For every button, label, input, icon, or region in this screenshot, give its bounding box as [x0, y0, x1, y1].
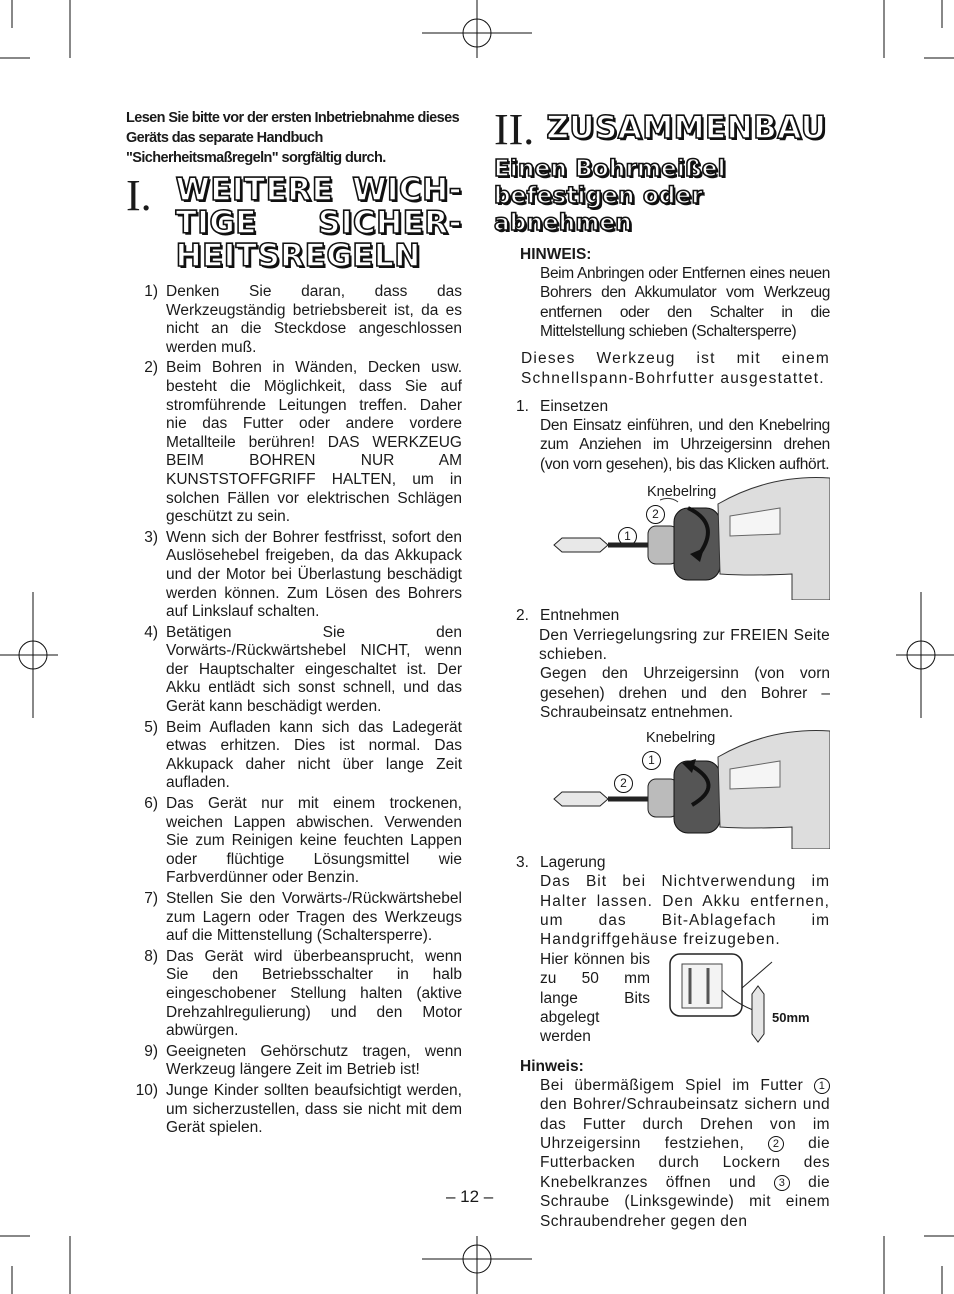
step-1	[516, 397, 830, 416]
step-1-title: Einsetzen	[540, 397, 609, 415]
safety-rule-number: 8)	[144, 947, 158, 965]
safety-rule-text: Das Gerät wird überbeansprucht, wenn Sie den Betriebsschalter in halb eingeschobener Stellung halten (aktive Drehzahlregulierung) und den Motor abwürgen.	[166, 947, 462, 1040]
safety-rule-item	[126, 1082, 462, 1138]
storage-size-label: 50mm	[772, 1009, 810, 1025]
step-3-number: 3.	[516, 853, 529, 871]
right-column	[494, 105, 830, 1231]
safety-rule-number: 7)	[144, 890, 158, 907]
safety-rule-number: 9)	[144, 1042, 158, 1060]
note-2-part-b: den Bohrer/Schraubeinsatz sichern und das Futter durch Drehen von im Uhrzeigersinn festziehen,	[540, 1096, 830, 1152]
safety-rule-text: Betätigen Sie den Vorwärts-/Rückwärtshebel NICHT, wenn der Hauptschalter eingeschaltet ist. Der Akku entlädt sich sonst schnell, und das Gerät kann beschädigt werden.	[166, 623, 462, 716]
safety-rule-item	[126, 1043, 462, 1080]
section-2-subtitle: Einen Bohrmeißel befestigen oder abnehmen	[494, 156, 726, 236]
safety-rule-text: Denken Sie daran, dass das Werkzeugständig betriebsbereit ist, da es nicht an die Steckdose angeschlossen werden muß.	[166, 283, 462, 356]
safety-rule-text: Wenn sich der Bohrer festfrisst, sofort den Auslösehebel freigeben, da das Akkupack und der Motor bei Überlastung beschädigt werden können. Zum Lösen des Bohrers auf Linkslauf schalten.	[166, 528, 462, 621]
figure-1-circle-1: 1	[618, 527, 637, 546]
safety-rule-text: Beim Aufladen kann sich das Ladegerät etwas erhitzen. Dies ist normal. Das Akkupack daher nicht über lange Zeit aufladen.	[166, 718, 462, 792]
safety-rule-text: Beim Bohren in Wänden, Decken usw. besteht die Möglichkeit, dass Sie auf stromführende Leitungen treffen. Daher nie das Futter oder andere vordere Metallteile berühren! DAS WERKZEUG BEIM BOHREN NUR AM KUNSTSTOFFGRIFF HALTEN, um in solchen Fällen vor elektrischen Schlägen geschützt zu sein.	[166, 359, 462, 526]
section-2-heading	[494, 105, 830, 154]
safety-rule-number: 10)	[135, 1081, 158, 1099]
safety-rule-number: 2)	[144, 359, 158, 377]
step-3-text-2: Hier können bis zu 50 mm lange Bits abgelegt werden	[540, 950, 650, 1046]
note-text: Beim Anbringen oder Entfernen eines neuen Bohrers den Akkumulator vom Werkzeug entfernen oder den Schalter in die Mittelstellung schieben (Schaltersperre)	[540, 265, 830, 341]
safety-rule-text: Stellen Sie den Vorwärts-/Rückwärtshebel zum Lagern oder Tragen des Werkzeugs auf die Mittenstellung (Schaltersperre).	[166, 890, 462, 945]
safety-rule-number: 5)	[144, 718, 158, 736]
safety-rule-item	[126, 624, 462, 717]
note-2-part-c: die Futterbacken durch Lockern des Knebelkranzes öffnen und	[540, 1134, 830, 1191]
left-column	[126, 108, 462, 1140]
safety-rule-text: Das Gerät nur mit einem trockenen, weichen Lappen abwischen. Verwenden Sie zum Reinigen keine feuchten Lappen oder flüchtige Lösungsmittel wie Farbverdünner oder Benzin.	[166, 795, 462, 887]
safety-rule-number: 6)	[144, 795, 158, 813]
safety-rules-list	[126, 283, 462, 1138]
step-1-number: 1.	[516, 397, 529, 415]
drill-insert-illustration	[540, 474, 830, 600]
drill-remove-illustration	[540, 723, 830, 849]
note-2-text	[540, 1076, 830, 1231]
step-2-number: 2.	[516, 607, 529, 625]
step-2-text: Den Verriegelungsring zur FREIEN Seite schieben.	[539, 626, 830, 664]
page-number: – 12 –	[446, 1187, 494, 1206]
note-label: HINWEIS:	[520, 246, 592, 263]
step-3-title: Lagerung	[540, 853, 606, 871]
figure-remove-bit	[540, 723, 830, 849]
safety-rule-item	[126, 795, 462, 888]
bit-storage-illustration	[662, 950, 830, 1046]
step-1-text: Den Einsatz einführen, und den Knebelring zum Anziehen im Uhrzeigersinn drehen (von vorn gesehen), bis das Klicken aufhört.	[540, 417, 830, 473]
figure-2-circle-2: 2	[614, 774, 633, 793]
safety-rule-item	[126, 529, 462, 622]
figure-2-circle-1: 1	[642, 751, 661, 770]
note-2-part-a: Bei übermäßigem Spiel im Futter	[540, 1076, 804, 1094]
note-2-label: Hinweis:	[520, 1057, 584, 1075]
figure-1-label: Knebelring	[647, 484, 717, 501]
step-3	[516, 853, 830, 872]
safety-rule-number: 3)	[144, 528, 158, 546]
section-1-heading	[126, 171, 462, 274]
step-3-text: Das Bit bei Nichtverwendung im Halter lassen. Den Akku entfernen, um das Bit-Ablagefach im Handgriffgehäuse freizugeben.	[540, 873, 830, 949]
storage-section	[540, 950, 830, 1047]
safety-rule-item	[126, 890, 462, 946]
safety-rule-item	[126, 283, 462, 357]
storage-figure	[662, 950, 830, 1046]
safety-rule-number: 1)	[144, 283, 158, 300]
safety-rule-number: 4)	[144, 623, 158, 641]
section-2-numeral: II.	[494, 105, 535, 154]
step-2	[516, 606, 830, 625]
note-2-part-d: die Schraube (Linksgewinde) mit einem Schraubendreher gegen den	[540, 1173, 830, 1230]
note-2-circle-2: 2	[768, 1136, 784, 1152]
safety-rule-item	[126, 359, 462, 526]
figure-insert-bit	[540, 474, 830, 600]
section-1-title: WEITERE WICH-TIGE SICHER-HEITSREGELN	[175, 172, 462, 274]
note-2-circle-1: 1	[814, 1078, 830, 1094]
section-2-title: ZUSAMMENBAU	[546, 110, 827, 146]
safety-rule-item	[126, 719, 462, 793]
safety-rule-text: Junge Kinder sollten beaufsichtigt werden, um sicherzustellen, dass sie nicht mit dem Gerät spielen.	[166, 1081, 462, 1137]
step-2-title: Entnehmen	[540, 607, 620, 625]
chuck-text: Dieses Werkzeug ist mit einem Schnellspann-Bohrfutter ausgestattet.	[521, 349, 830, 387]
safety-rule-item	[126, 948, 462, 1041]
section-1-numeral: I.	[126, 171, 152, 220]
figure-1-circle-2: 2	[646, 505, 665, 524]
safety-rule-text: Geeigneten Gehörschutz tragen, wenn Werkzeug längere Zeit im Betrieb ist!	[166, 1042, 462, 1079]
intro-text: Lesen Sie bitte vor der ersten Inbetriebnahme dieses Geräts das separate Handbuch "Sicherheitsmaßregeln" sorgfältig durch.	[126, 110, 460, 166]
step-2-text-2: Gegen den Uhrzeigersinn (von vorn gesehen) drehen und den Bohrer – Schraubeinsatz entnehmen.	[540, 665, 830, 722]
figure-2-label: Knebelring	[646, 729, 716, 746]
note-2-circle-3: 3	[774, 1175, 790, 1191]
